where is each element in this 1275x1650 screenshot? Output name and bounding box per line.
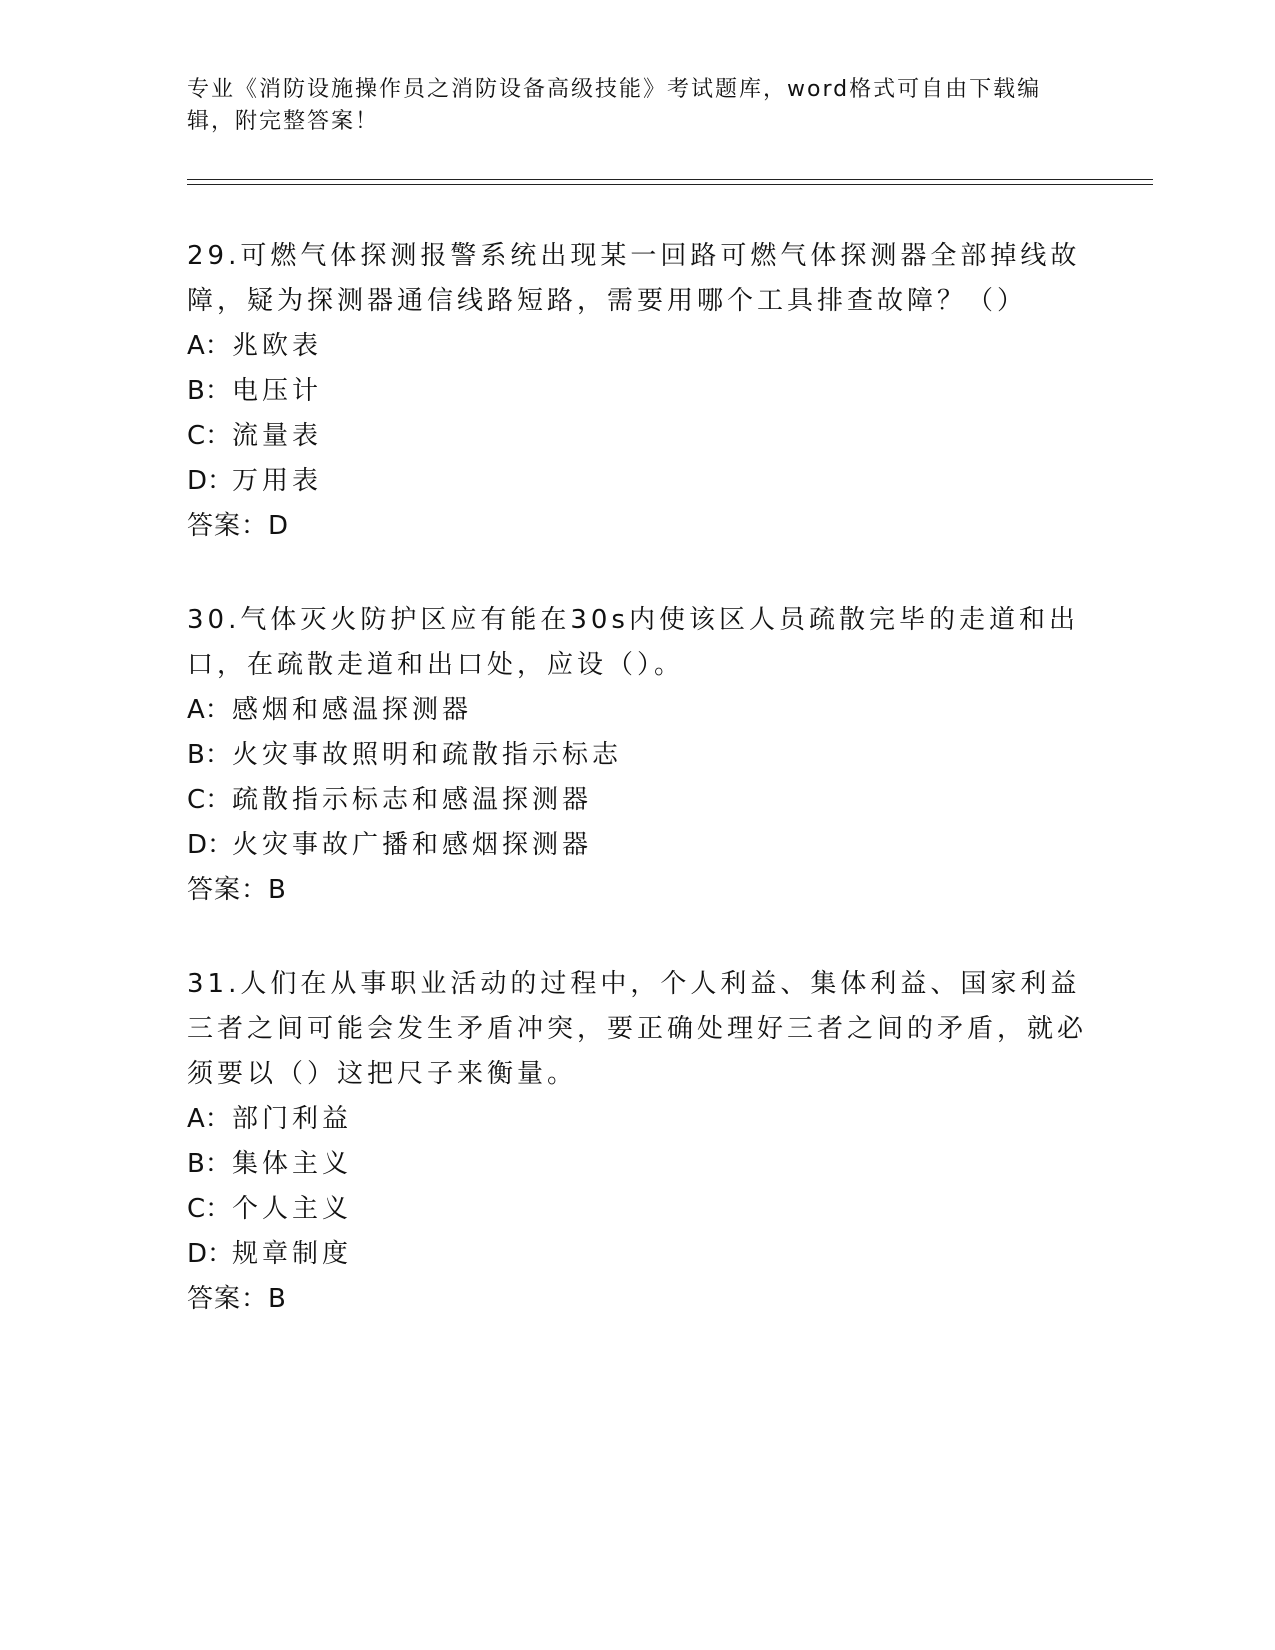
option-letter: B： xyxy=(187,740,231,770)
question-30 xyxy=(187,598,1087,913)
option-letter: C： xyxy=(187,785,232,815)
option-c xyxy=(187,1187,1087,1232)
option-c xyxy=(187,778,1087,823)
question-29 xyxy=(187,234,1087,549)
option-letter: B： xyxy=(187,376,231,406)
option-text: 火灾事故广播和感烟探测器 xyxy=(232,830,593,860)
option-text: 疏散指示标志和感温探测器 xyxy=(232,785,593,815)
option-d xyxy=(187,823,1087,868)
answer-line: 答案：D xyxy=(187,511,290,541)
option-text: 个人主义 xyxy=(232,1194,353,1224)
option-a xyxy=(187,324,1087,369)
question-31 xyxy=(187,962,1087,1322)
header-divider-bottom xyxy=(187,184,1153,185)
option-b xyxy=(187,733,1087,778)
answer-line: 答案：B xyxy=(187,875,287,905)
option-letter: B： xyxy=(187,1149,231,1179)
header-divider-top xyxy=(187,179,1153,180)
option-letter: C： xyxy=(187,1194,232,1224)
option-d xyxy=(187,459,1087,504)
option-letter: A： xyxy=(187,331,231,361)
option-a xyxy=(187,1097,1087,1142)
option-letter: D： xyxy=(187,830,234,860)
option-text: 电压计 xyxy=(232,376,323,406)
answer-line: 答案：B xyxy=(187,1284,287,1314)
option-letter: C： xyxy=(187,421,232,451)
option-text: 流量表 xyxy=(232,421,323,451)
question-stem: 30.气体灭火防护区应有能在30s内使该区人员疏散完毕的走道和出口，在疏散走道和出口处，应设（）。 xyxy=(187,605,1079,680)
option-text: 集体主义 xyxy=(232,1149,353,1179)
question-stem: 29.可燃气体探测报警系统出现某一回路可燃气体探测器全部掉线故障，疑为探测器通信线路短路，需要用哪个工具排查故障？（） xyxy=(187,241,1081,316)
option-text: 火灾事故照明和疏散指示标志 xyxy=(232,740,623,770)
option-d xyxy=(187,1232,1087,1277)
option-text: 兆欧表 xyxy=(232,331,323,361)
question-stem: 31.人们在从事职业活动的过程中，个人利益、集体利益、国家利益三者之间可能会发生矛盾冲突，要正确处理好三者之间的矛盾，就必须要以（）这把尺子来衡量。 xyxy=(187,969,1088,1089)
option-letter: A： xyxy=(187,695,231,725)
option-letter: D： xyxy=(187,466,234,496)
option-text: 感烟和感温探测器 xyxy=(232,695,473,725)
option-b xyxy=(187,1142,1087,1187)
option-a xyxy=(187,688,1087,733)
option-letter: D： xyxy=(187,1239,234,1269)
option-text: 部门利益 xyxy=(232,1104,353,1134)
option-text: 规章制度 xyxy=(232,1239,353,1269)
option-b xyxy=(187,369,1087,414)
option-text: 万用表 xyxy=(232,466,323,496)
document-intro: 专业《消防设施操作员之消防设备高级技能》考试题库，word格式可自由下载编辑，附完整答案！ xyxy=(187,77,1042,134)
option-letter: A： xyxy=(187,1104,231,1134)
option-c xyxy=(187,414,1087,459)
